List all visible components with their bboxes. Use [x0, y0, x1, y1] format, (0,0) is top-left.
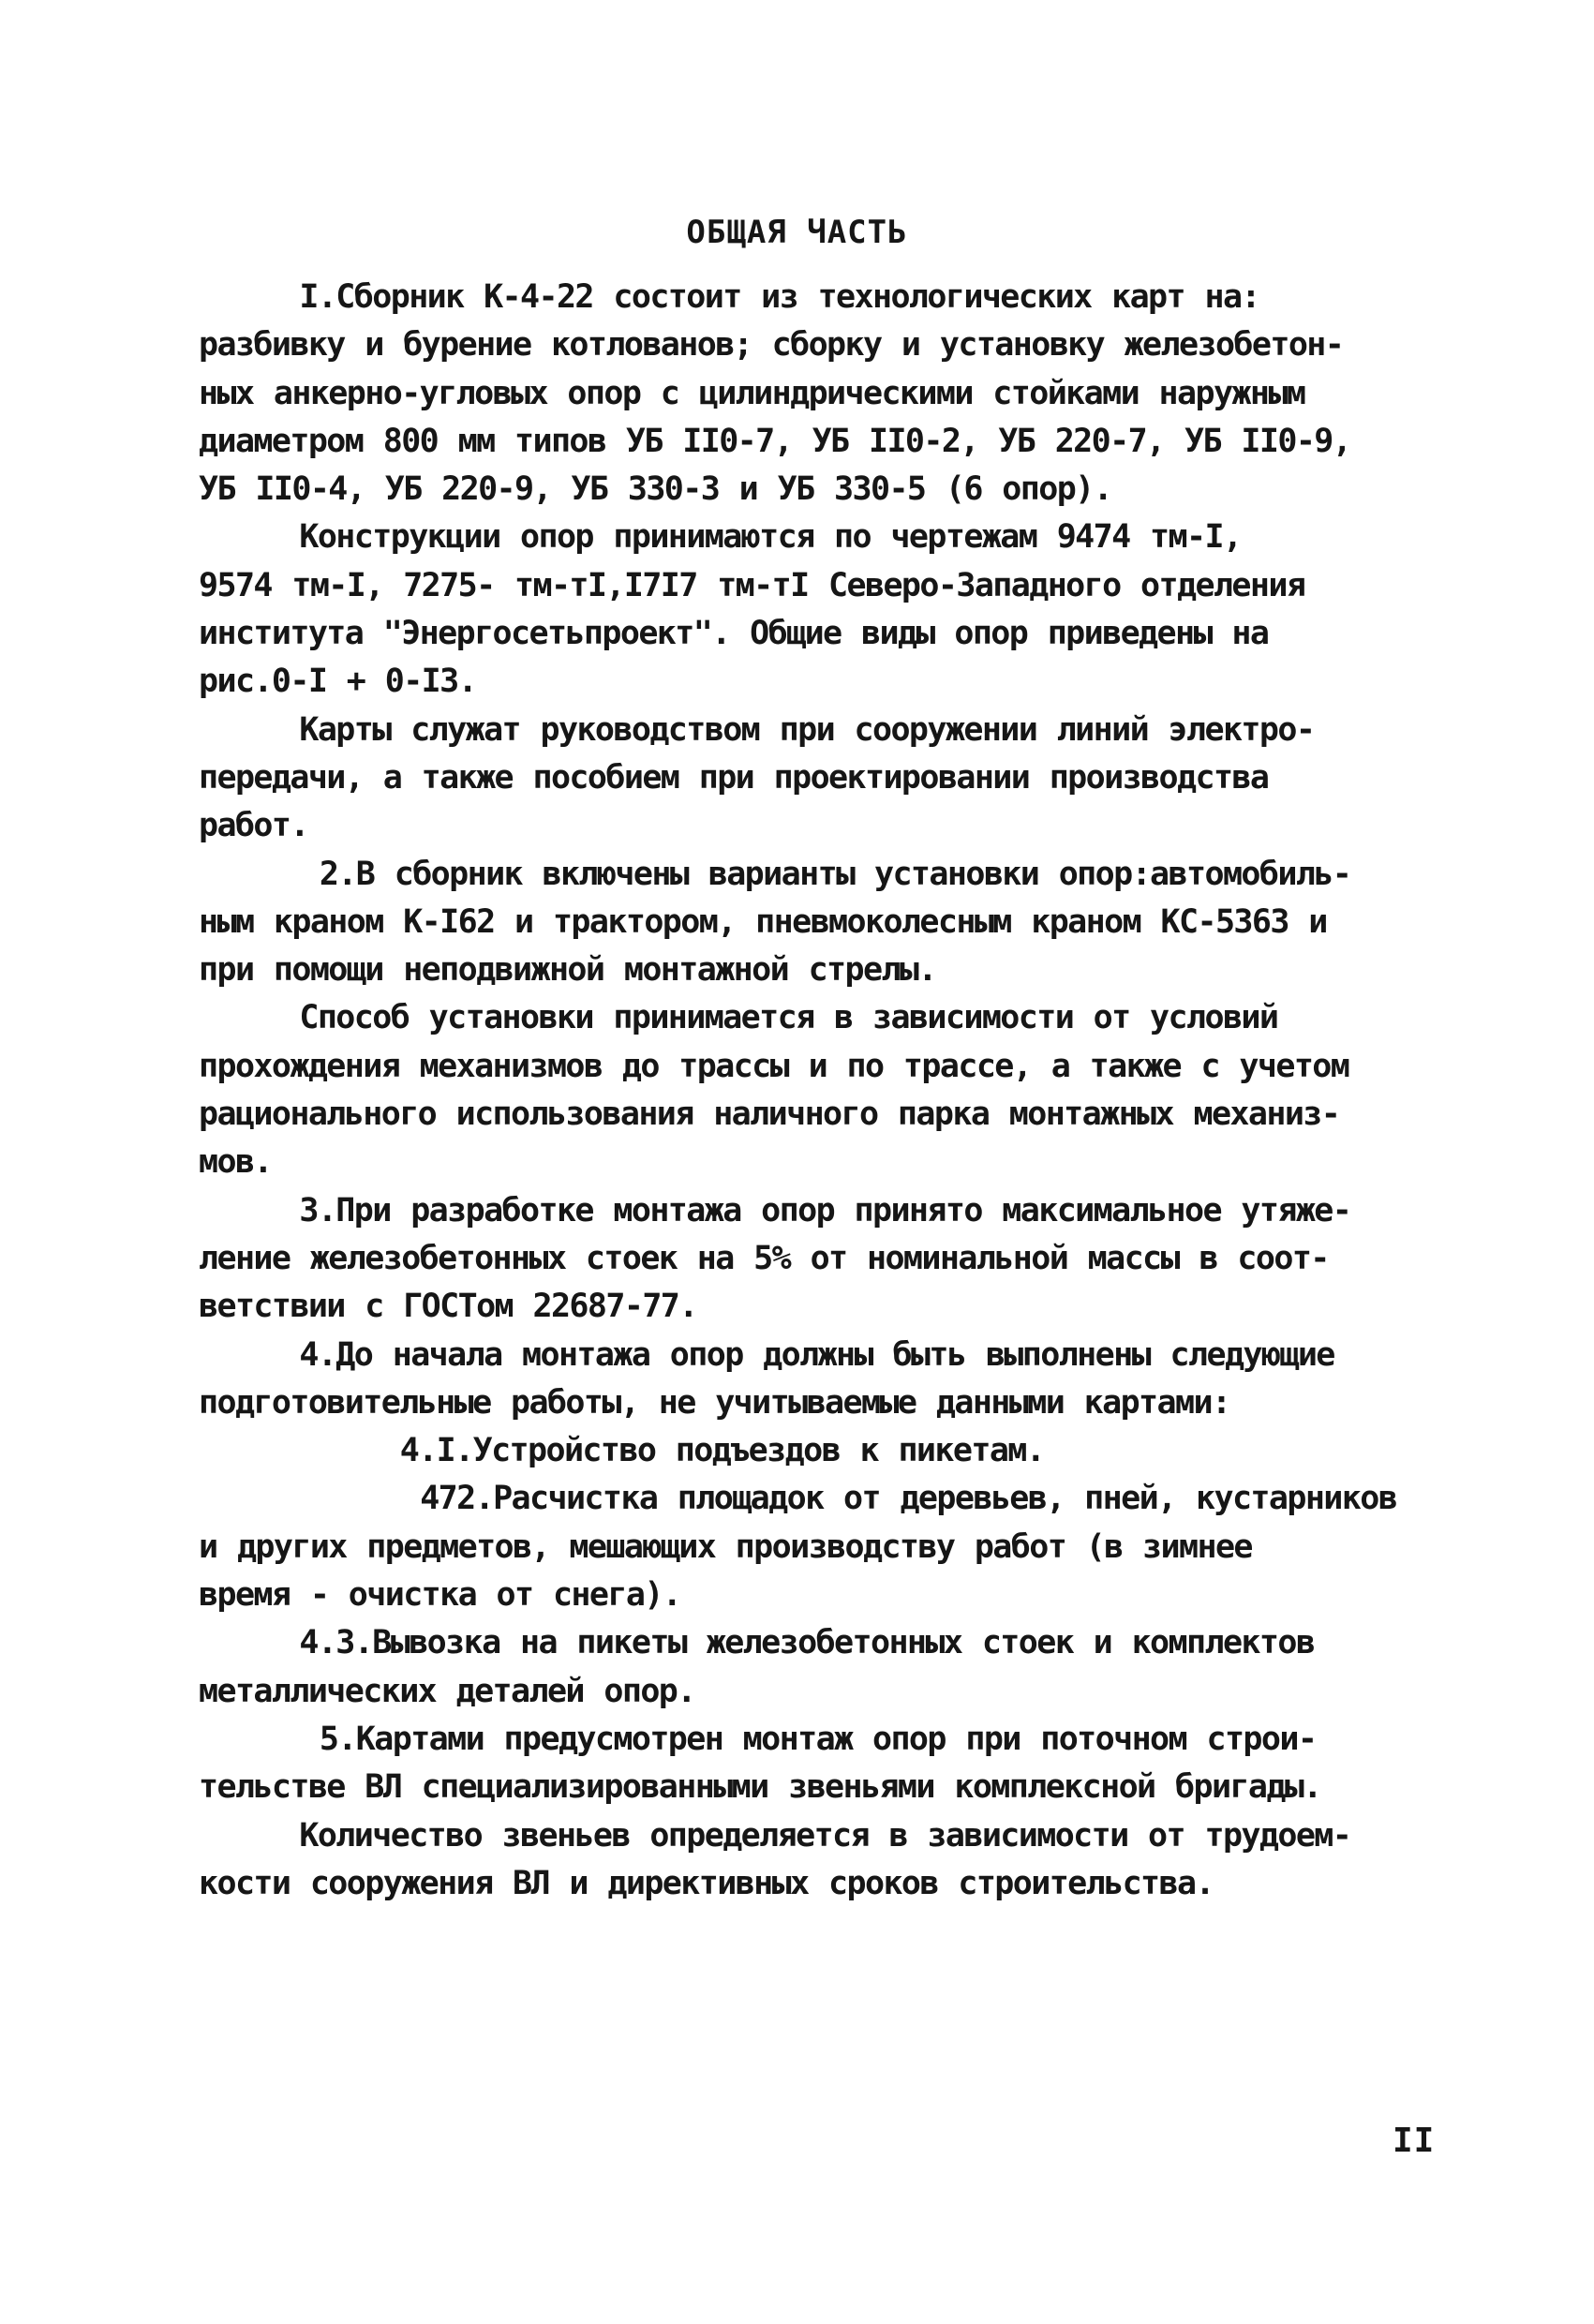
text-line: время - очистка от снега). — [199, 1576, 681, 1615]
text-line: металлических деталей опор. — [199, 1672, 695, 1710]
text-line: 9574 тм-I, 7275- тм-тI,I7I7 тм-тI Северо-Западного отделения — [199, 566, 1305, 604]
text-line: 5.Картами предусмотрен монтаж опор при поточном строи- — [199, 1720, 1317, 1758]
text-line: Конструкции опор принимаются по чертежам 9474 тм-I, — [199, 518, 1242, 557]
text-line: тельстве ВЛ специализированными звеньями комплексной бригады. — [199, 1768, 1321, 1807]
text-line: разбивку и бурение котлованов; сборку и установку железобетон- — [199, 326, 1344, 365]
text-line: рис.0-I + 0-I3. — [199, 663, 477, 701]
text-line: кости сооружения ВЛ и директивных сроков строительства. — [199, 1864, 1214, 1902]
text-line: 4.До начала монтажа опор должны быть выполнены следующие — [199, 1335, 1334, 1374]
text-line: УБ II0-4, УБ 220-9, УБ 330-3 и УБ 330-5 (6 опор). — [199, 470, 1112, 509]
text-line: ных анкерно-угловых опор с цилиндрическими стойками наружным — [199, 374, 1305, 412]
text-line: Способ установки принимается в зависимости от условий — [199, 999, 1278, 1037]
text-line: Карты служат руководством при сооружении линий электро- — [199, 710, 1315, 749]
text-line: 472.Расчистка площадок от деревьев, пней, кустарников — [199, 1480, 1397, 1518]
text-line: ным краном К-I62 и трактором, пневмоколесным краном КС-5363 и — [199, 902, 1327, 941]
page-number: II — [1393, 2122, 1436, 2160]
text-line: ветствии с ГОСТом 22687-77. — [199, 1288, 697, 1326]
text-line: передачи, а также пособием при проектировании производства — [199, 758, 1269, 797]
text-line: рационального использования наличного парка монтажных механиз- — [199, 1095, 1340, 1134]
section-heading: ОБЩАЯ ЧАСТЬ — [686, 214, 908, 251]
text-line: и других предметов, мешающих производству работ (в зимнее — [199, 1527, 1252, 1566]
text-line: 2.В сборник включены варианты установки опор:автомобиль- — [199, 855, 1351, 893]
text-line: 3.При разработке монтажа опор принято максимальное утяже- — [199, 1191, 1351, 1229]
text-line: подготовительные работы, не учитываемые данными картами: — [199, 1383, 1230, 1422]
text-line: диаметром 800 мм типов УБ II0-7, УБ II0-2, УБ 220-7, УБ II0-9, — [199, 422, 1351, 460]
text-line: I.Сборник К-4-22 состоит из технологических карт на: — [199, 278, 1259, 316]
body-text — [199, 274, 1408, 1908]
text-line: при помощи неподвижной монтажной стрелы. — [199, 951, 936, 990]
text-line: ление железобетонных стоек на 5% от номинальной массы в соот- — [199, 1239, 1329, 1277]
text-line: прохождения механизмов до трассы и по трассе, а также с учетом — [199, 1047, 1349, 1085]
text-line: Количество звеньев определяется в зависимости от трудоем- — [199, 1816, 1351, 1855]
text-line: мов. — [199, 1143, 272, 1182]
text-line: института "Энергосетьпроект". Общие виды опор приведены на — [199, 615, 1269, 653]
text-line: 4.I.Устройство подъездов к пикетам. — [199, 1432, 1045, 1470]
text-line: 4.3.Вывозка на пикеты железобетонных стоек и комплектов — [199, 1624, 1315, 1662]
text-line: работ. — [199, 807, 308, 845]
